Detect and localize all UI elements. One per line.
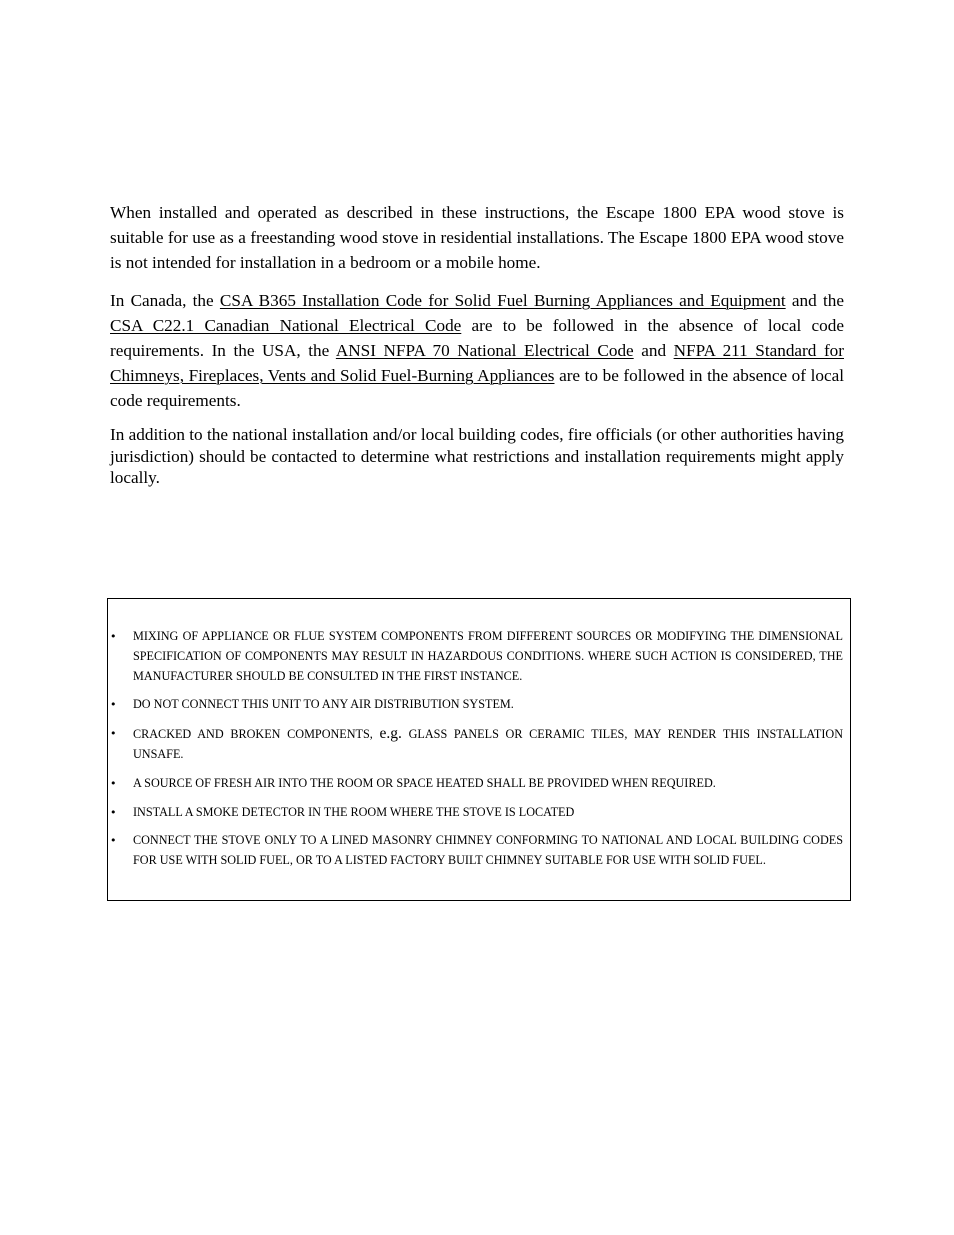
warning-item-chimney-connection — [108, 831, 850, 871]
bullet-icon: • — [110, 727, 117, 741]
warning-item-cracked-components — [108, 724, 850, 765]
warning-item-air-distribution — [108, 695, 850, 715]
bullet-icon: • — [110, 630, 117, 643]
warning-text: CONNECT THE STOVE ONLY TO A LINED MASONRY CHIMNEY CONFORMING TO NATIONAL AND LOCAL BUILDING CODES FOR USE WITH SOLID FUEL, OR TO A LISTED FACTORY BUILT CHIMNEY SUITABLE FOR USE WITH SOLID FUEL. — [133, 833, 843, 868]
codes-text-2: and the — [785, 291, 844, 310]
intro-paragraph-authorities: In addition to the national installation and/or local building codes, fire officials (or other authorities having jurisdiction) should be contacted to determine what restrictions and installation requirements might apply locally. — [110, 425, 844, 487]
warning-item-smoke-detector — [108, 803, 850, 823]
warning-text — [133, 727, 843, 761]
codes-text-5: are to be followed in the absence of local code requirements. — [110, 366, 844, 410]
warning-item-fresh-air — [108, 774, 850, 794]
codes-text-1: In Canada, the — [110, 291, 220, 310]
nfpa-211-reference: NFPA 211 Standard for Chimneys, Fireplaces, Vents and Solid Fuel-Burning Appliances — [110, 341, 844, 385]
bullet-icon: • — [110, 698, 117, 712]
bullet-icon: • — [110, 805, 117, 819]
nfpa-70-reference: ANSI NFPA 70 National Electrical Code — [335, 341, 634, 360]
warning-text: MIXING OF APPLIANCE OR FLUE SYSTEM COMPONENTS FROM DIFFERENT SOURCES OR MODIFYING THE DIMENSIONAL SPECIFICATION OF COMPONENTS MAY RESULT IN HAZARDOUS CONDITIONS. WHERE SUCH ACTION IS CONSIDERED, THE MANUFACTURER SHOULD BE CONSULTED IN THE FIRST INSTANCE. — [133, 629, 843, 683]
csa-b365-reference: CSA B365 Installation Code for Solid Fuel Burning Appliances and Equipment — [219, 291, 786, 310]
bullet-icon: • — [110, 834, 117, 848]
warning-box — [107, 598, 851, 901]
warning-list — [108, 627, 850, 880]
csa-c22-reference: CSA C22.1 Canadian National Electrical Code — [110, 316, 462, 335]
warning-text-after: GLASS PANELS OR CERAMIC TILES, MAY RENDER THIS INSTALLATION UNSAFE. — [133, 727, 843, 761]
codes-text-4: and — [633, 341, 674, 360]
warning-text-before: CRACKED AND BROKEN COMPONENTS, — [133, 727, 380, 742]
warning-text: A SOURCE OF FRESH AIR INTO THE ROOM OR SPACE HEATED SHALL BE PROVIDED WHEN REQUIRED. — [133, 775, 716, 790]
bullet-icon: • — [110, 776, 117, 790]
warning-item-mixing-components — [108, 627, 850, 686]
warning-text: DO NOT CONNECT THIS UNIT TO ANY AIR DISTRIBUTION SYSTEM. — [133, 697, 514, 712]
intro-paragraph-suitability: When installed and operated as described in these instructions, the Escape 1800 EPA wood stove is suitable for use as a freestanding wood stove in residential installations. The Escape 1800 EPA wood stove is not intended for installation in a bedroom or a mobile home. — [110, 203, 844, 272]
warning-text: INSTALL A SMOKE DETECTOR IN THE ROOM WHERE THE STOVE IS LOCATED — [133, 804, 575, 819]
warning-text-eg: e.g. — [379, 725, 402, 743]
codes-text-3: are to be followed in the absence of local code requirements. In the USA, the — [110, 316, 844, 360]
intro-paragraph-codes — [110, 288, 844, 413]
